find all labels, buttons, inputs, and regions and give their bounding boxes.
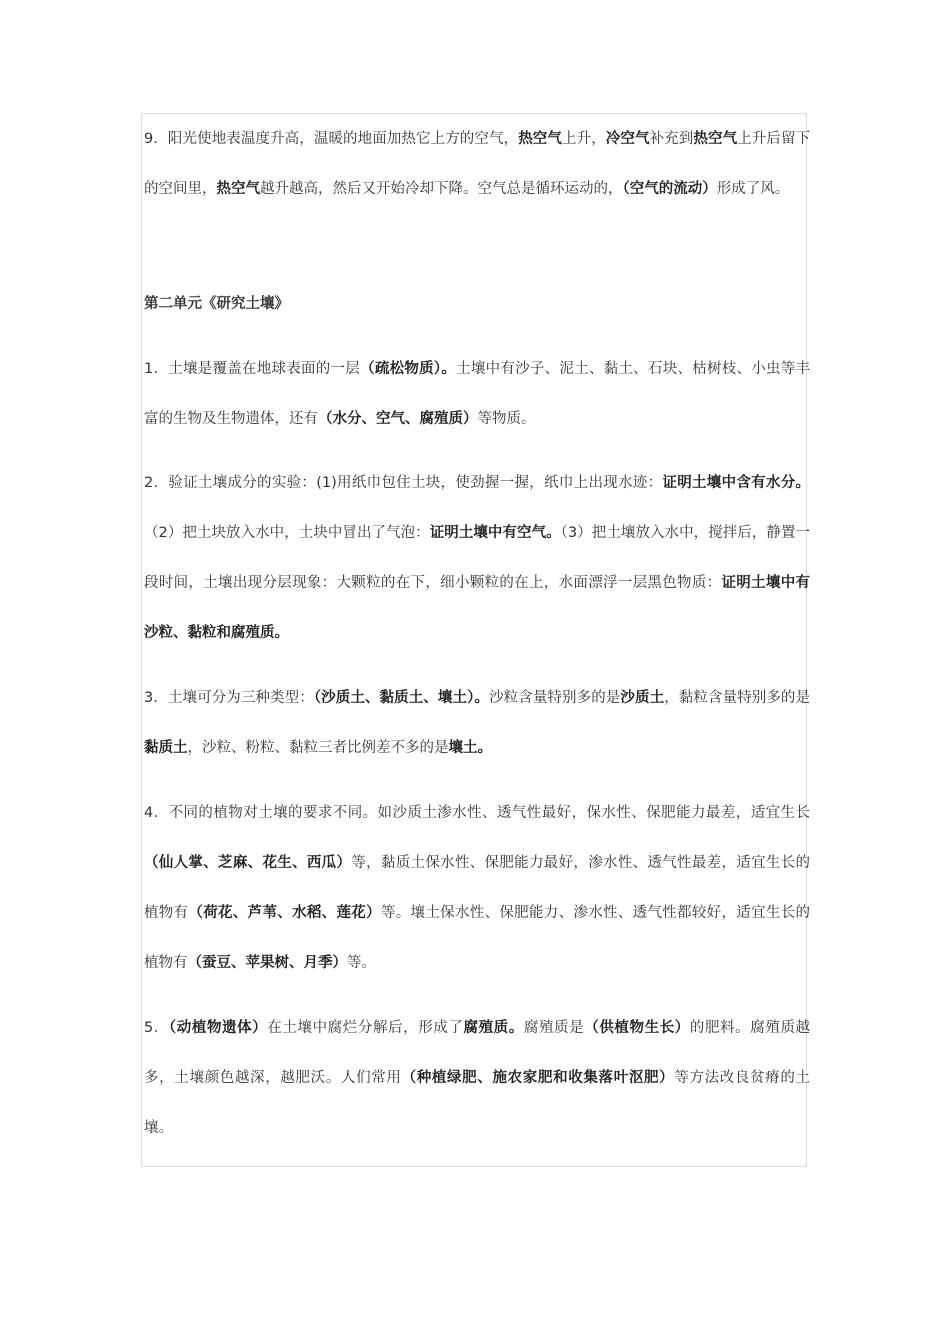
bold-run: （仙人掌、芝麻、花生、西瓜） bbox=[144, 855, 352, 871]
bold-run: （荷花、芦苇、水稻、莲花） bbox=[188, 905, 381, 921]
text-run: ，黏粒含量特别多的是 bbox=[664, 690, 811, 706]
bold-run: 黏质土 bbox=[144, 740, 188, 756]
bold-run: 沙质土 bbox=[620, 690, 665, 706]
bold-run: （水分、空气、腐殖质） bbox=[318, 411, 478, 427]
text-run: 在土壤中腐烂分解后，形成了 bbox=[267, 1020, 464, 1036]
text-run: 等，黏质土保水性、保肥能力最好，渗水性、透气性最差，适宜生长的植物有 bbox=[144, 855, 810, 921]
text-run: 1．土壤是覆盖在地球表面的一层 bbox=[144, 361, 361, 377]
bold-run: 腐殖质。 bbox=[463, 1020, 524, 1036]
paragraph-item-3 bbox=[144, 673, 810, 773]
paragraph-item-2 bbox=[144, 458, 810, 658]
bold-run: （蚕豆、苹果树、月季） bbox=[187, 955, 347, 971]
text-run: ，沙粒、粉粒、黏粒三者比例差不多的是 bbox=[187, 740, 449, 756]
text-run: 9．阳光使地表温度升高，温暖的地面加热它上方的空气， bbox=[144, 131, 519, 147]
text-run: 上升， bbox=[562, 131, 606, 147]
text-run: 3．土壤可分为三种类型： bbox=[144, 690, 314, 706]
text-run: （2）把土块放入水中，土块中冒出了气泡： bbox=[144, 525, 430, 541]
text-run: 补充到 bbox=[649, 131, 694, 147]
text-run: 4．不同的植物对土壤的要求不同。如沙质土渗水性、透气性最好，保水性、保肥能力最差，适宜生长 bbox=[144, 805, 810, 821]
bold-run: 冷空气 bbox=[605, 131, 650, 147]
bold-run: （供植物生长） bbox=[584, 1020, 690, 1036]
text-run: 2．验证土壤成分的实验：(1)用纸巾包住土块，使劲握一握，纸巾上出现水迹： bbox=[144, 475, 663, 491]
section-heading: 第二单元《研究土壤》 bbox=[144, 296, 289, 312]
text-run: 越升越高，然后又开始冷却下降。空气总是循环运动的， bbox=[260, 181, 623, 197]
bold-run: 热空气 bbox=[518, 131, 562, 147]
bold-run: （种植绿肥、施农家肥和收集落叶沤肥） bbox=[401, 1070, 675, 1086]
text-run: 腐殖质是 bbox=[523, 1020, 585, 1036]
bold-run: （疏松物质）。 bbox=[360, 361, 457, 377]
bold-run: 证明土壤中有沙粒、黏粒和腐殖质。 bbox=[144, 575, 811, 641]
bold-run: 证明土壤中有空气。 bbox=[429, 525, 561, 541]
text-run: 等方法改良贫瘠的土壤。 bbox=[144, 1070, 811, 1136]
text-run: 5． bbox=[144, 1020, 169, 1036]
text-run: 的肥料。腐殖质越多，土壤颜色越深，越肥沃。人们常用 bbox=[144, 1020, 811, 1086]
paragraph-item-1 bbox=[144, 344, 810, 444]
text-run: 沙粒含量特别多的是 bbox=[489, 690, 621, 706]
text-run: 形成了风。 bbox=[716, 181, 790, 197]
bold-run: （动植物遗体） bbox=[168, 1020, 268, 1036]
text-run: 土壤中有沙子、泥土、黏土、石块、枯树枝、小虫等丰富的生物及生物遗体，还有 bbox=[144, 361, 810, 427]
bold-run: 热空气 bbox=[693, 131, 738, 147]
text-run: 等。 bbox=[347, 955, 376, 971]
paragraph-item-5 bbox=[144, 1003, 810, 1153]
text-run: 等。壤土保水性、保肥能力、渗水性、透气性都较好，适宜生长的植物有 bbox=[144, 905, 811, 971]
paragraph-item-9 bbox=[144, 114, 810, 214]
text-run: 等物质。 bbox=[477, 411, 536, 427]
bold-run: （沙质土、黏质土、壤土）。 bbox=[313, 690, 490, 706]
bold-run: （空气的流动） bbox=[622, 181, 717, 197]
bold-run: 壤土。 bbox=[448, 740, 492, 756]
text-run: 上升后留下的空间里， bbox=[144, 131, 811, 197]
bold-run: 热空气 bbox=[216, 181, 260, 197]
paragraph-item-4 bbox=[144, 788, 810, 988]
text-run: （3）把土壤放入水中，搅拌后，静置一段时间，土壤出现分层现象：大颗粒的在下，细小颗粒的在上，水面漂浮一层黑色物质： bbox=[144, 525, 810, 591]
bold-run: 证明土壤中含有水分。 bbox=[662, 475, 811, 491]
